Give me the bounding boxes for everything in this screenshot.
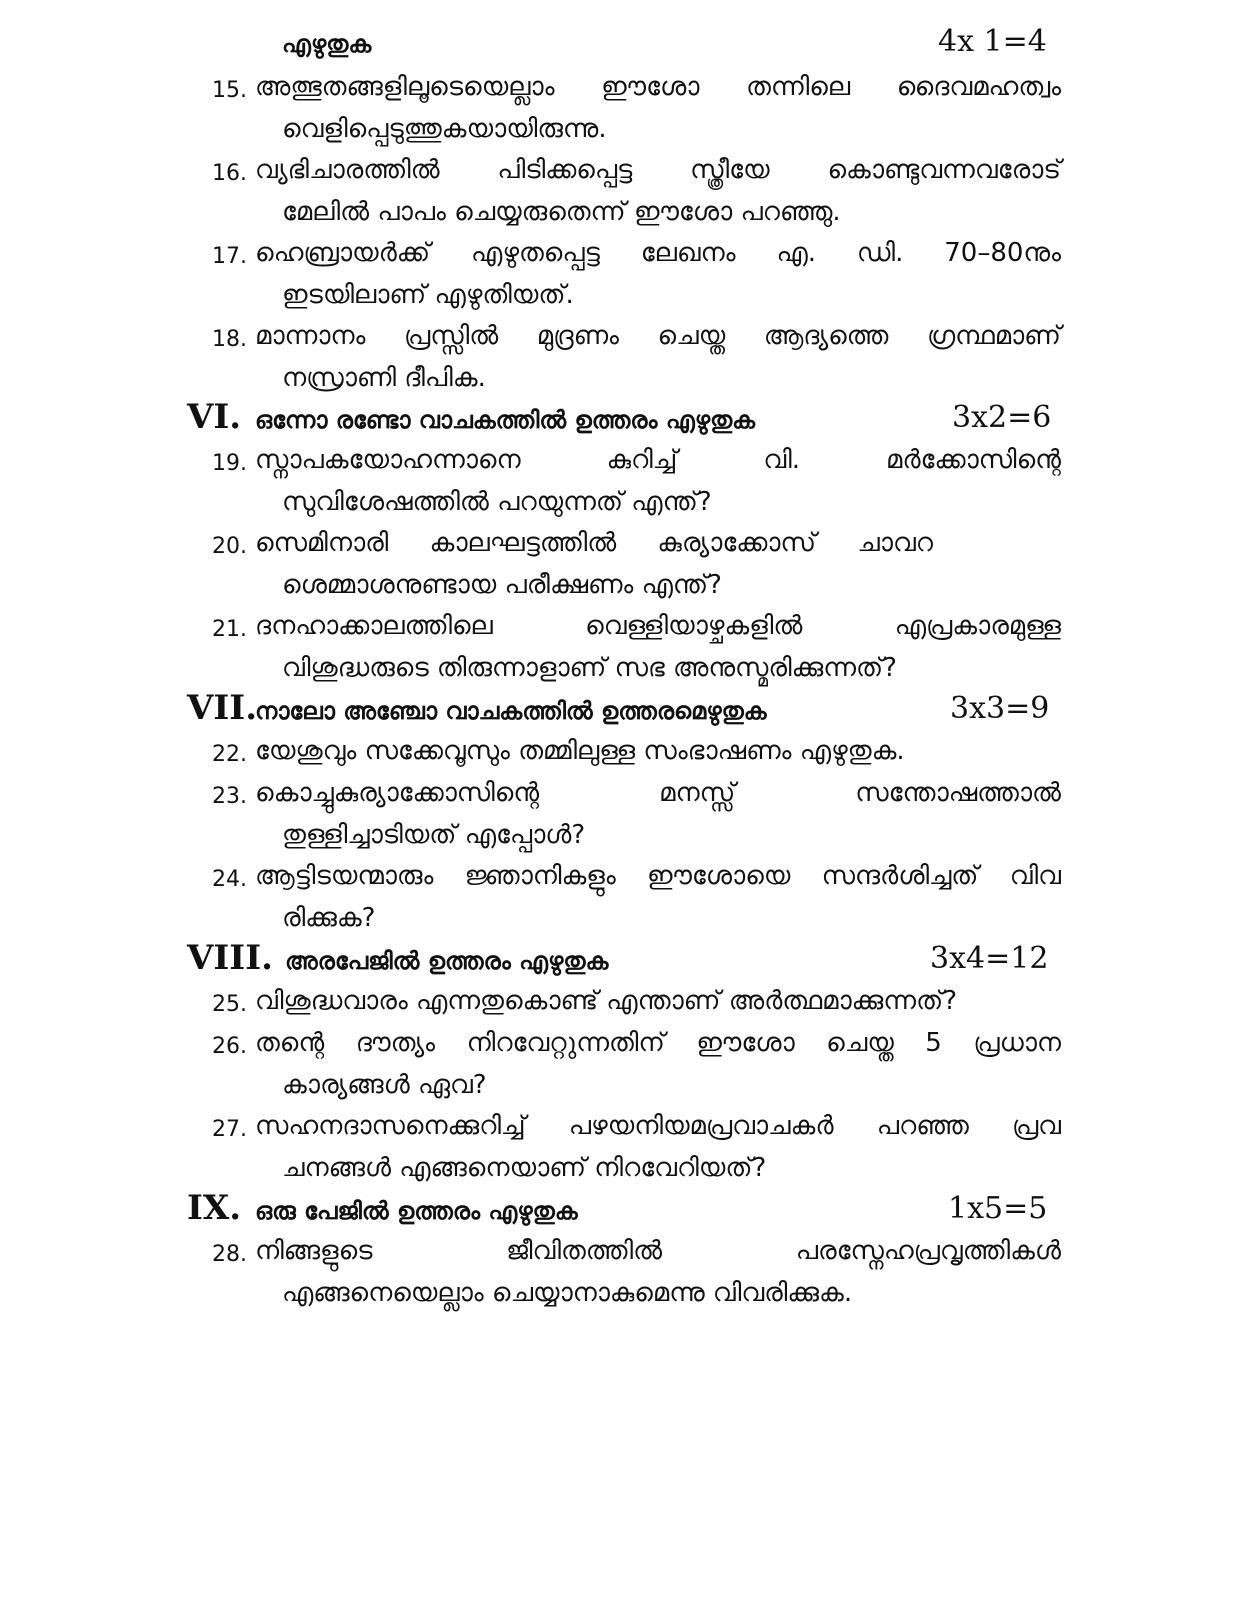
question-text: കൊച്ചുകുര്യാക്കോസിന്റെ മനസ്സ് സന്തോഷത്താൽ: [255, 778, 1061, 808]
section-viii-marks: 3x4=12: [930, 941, 1049, 976]
question-text-continued: ശെമ്മാശനുണ്ടായ പരീക്ഷണം എന്ത്?: [282, 570, 722, 600]
section-vii-numeral: VII.: [187, 688, 258, 728]
question-text: തന്റെ ദൗത്യം നിറവേറ്റുന്നതിന് ഈശോ ചെയ്ത 5 പ്രധാന: [255, 1028, 1061, 1058]
question-number: 15.: [212, 78, 247, 103]
question-number: 16.: [212, 161, 247, 186]
question-text: സഹനദാസനെക്കുറിച്ച് പഴയനിയമപ്രവാചകർ പറഞ്ഞ പ്രവ: [255, 1111, 1061, 1141]
question-text: വ്യഭിചാരത്തിൽ പിടിക്കപ്പെട്ട സ്ത്രീയേ കൊണ്ടുവന്നവരോട്: [255, 155, 1061, 185]
section-v-instruction: എഴുതുക: [282, 30, 372, 58]
question-text: മാന്നാനം പ്രസ്സിൽ മുദ്രണം ചെയ്ത ആദ്യത്തെ ഗ്രന്ഥമാണ്: [255, 321, 1061, 351]
section-ix-numeral: IX.: [187, 1188, 242, 1228]
question-number: 17.: [212, 244, 247, 269]
section-viii-title: അരപേജിൽ ഉത്തരം എഴുതുക: [285, 947, 609, 975]
question-text-continued: തുള്ളിച്ചാടിയത് എപ്പോൾ?: [282, 820, 586, 850]
question-text-continued: ചനങ്ങൾ എങ്ങനെയാണ് നിറവേറിയത്?: [282, 1153, 767, 1183]
question-number: 26.: [212, 1034, 247, 1059]
question-text-continued: ഇടയിലാണ് എഴുതിയത്.: [282, 280, 574, 310]
question-number: 20.: [212, 534, 247, 559]
section-vi-numeral: VI.: [187, 397, 242, 437]
section-vi-marks: 3x2=6: [952, 400, 1052, 435]
section-vii-title: നാലോ അഞ്ചോ വാചകത്തിൽ ഉത്തരമെഴുതുക: [255, 697, 767, 725]
question-text-continued: സുവിശേഷത്തിൽ പറയുന്നത് എന്ത്?: [282, 487, 712, 517]
question-number: 24.: [212, 867, 247, 892]
section-vii-marks: 3x3=9: [950, 691, 1050, 726]
question-text-continued: മേലിൽ പാപം ചെയ്യരുതെന്ന് ഈശോ പറഞ്ഞു.: [282, 197, 841, 227]
question-number: 25.: [212, 992, 247, 1017]
section-v-marks: 4x 1=4: [938, 24, 1047, 59]
question-text: വിശുദ്ധവാരം എന്നതുകൊണ്ട് എന്താണ് അർത്ഥമാക്കുന്നത്?: [255, 986, 958, 1016]
question-text-continued: കാര്യങ്ങൾ ഏവ?: [282, 1070, 487, 1100]
question-number: 27.: [212, 1117, 247, 1142]
question-text: നിങ്ങളുടെ ജീവിതത്തിൽ പരസ്നേഹപ്രവൃത്തികൾ: [255, 1236, 1061, 1266]
question-text-continued: വിശുദ്ധരുടെ തിരുന്നാളാണ് സഭ അനുസ്മരിക്കുന്നത്?: [282, 653, 897, 683]
question-text-continued: രിക്കുക?: [282, 903, 376, 933]
section-ix-title: ഒരു പേജിൽ ഉത്തരം എഴുതുക: [255, 1197, 578, 1225]
question-text: സെമിനാരി കാലഘട്ടത്തിൽ കുര്യാക്കോസ് ചാവറ: [255, 528, 933, 558]
question-number: 19.: [212, 451, 247, 476]
question-text: ദനഹാക്കാലത്തിലെ വെള്ളിയാഴ്ചകളിൽ എപ്രകാരമുള്ള: [255, 611, 1061, 641]
section-ix-marks: 1x5=5: [948, 1191, 1048, 1226]
question-number: 18.: [212, 327, 247, 352]
question-text: ആട്ടിടയന്മാരും ജ്ഞാനികളും ഈശോയെ സന്ദർശിച്ചത് വിവ: [255, 861, 1061, 891]
section-viii-numeral: VIII.: [187, 938, 273, 978]
question-number: 23.: [212, 784, 247, 809]
question-text: സ്നാപകയോഹന്നാനെ കുറിച്ച് വി. മർക്കോസിന്റെ: [255, 445, 1061, 475]
question-text-continued: നസ്രാണി ദീപിക.: [282, 363, 486, 393]
section-vi-title: ഒന്നോ രണ്ടോ വാചകത്തിൽ ഉത്തരം എഴുതുക: [255, 406, 756, 434]
question-text: ഹെബ്രായർക്ക് എഴുതപ്പെട്ട ലേഖനം എ. ഡി. 70–80നും: [255, 238, 1061, 268]
question-text: യേശുവും സക്കേവൂസും തമ്മിലുള്ള സംഭാഷണം എഴുതുക.: [255, 736, 905, 766]
question-number: 22.: [212, 742, 247, 767]
question-number: 28.: [212, 1242, 247, 1267]
question-text-continued: എങ്ങനെയെല്ലാം ചെയ്യാനാകുമെന്നു വിവരിക്കുക.: [282, 1278, 853, 1308]
question-text-continued: വെളിപ്പെടുത്തുകയായിരുന്നു.: [282, 114, 607, 144]
question-text: അത്ഭുതങ്ങളിലൂടെയെല്ലാം ഈശോ തന്നിലെ ദൈവമഹത്വം: [255, 72, 1061, 102]
question-number: 21.: [212, 617, 247, 642]
